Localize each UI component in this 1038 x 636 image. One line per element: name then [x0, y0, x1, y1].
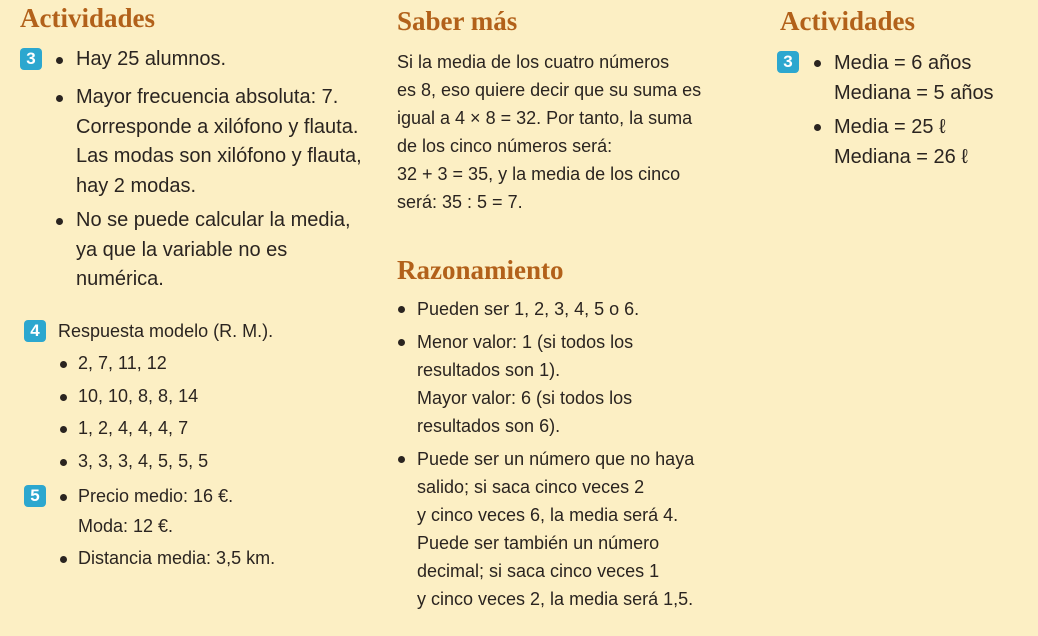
list-item-continuation: Las modas son xilófono y flauta, — [76, 145, 362, 167]
bullet-icon — [56, 95, 63, 102]
list-item-continuation: salido; si saca cinco veces 2 — [417, 477, 645, 497]
list-item-continuation: y cinco veces 6, la media será 4. — [417, 505, 679, 525]
list-item: Hay 25 alumnos. — [76, 48, 227, 70]
list-item-continuation: Corresponde a xilófono y flauta. — [76, 115, 359, 138]
list-item-continuation: Puede ser también un número — [417, 533, 660, 553]
bullet-icon — [60, 494, 67, 501]
saber-mas-heading: Saber más — [397, 6, 518, 36]
list-item-continuation: numérica. — [76, 268, 164, 290]
bullet-icon — [398, 456, 405, 463]
paragraph-line: 32 + 3 = 35, y la media de los cinco — [397, 164, 681, 184]
exercise-5-badge: 5 — [24, 485, 46, 507]
list-item: Media = 6 años — [834, 52, 972, 74]
exercise-4-badge: 4 — [24, 320, 46, 342]
bullet-icon — [814, 124, 821, 131]
list-item: No se puede calcular la media, — [76, 209, 351, 231]
list-item-continuation: ya que la variable no es — [76, 238, 288, 261]
list-item: Menor valor: 1 (si todos los — [417, 332, 634, 352]
list-item: Mayor frecuencia absoluta: 7. — [76, 86, 339, 108]
list-item-continuation: Mediana = 5 años — [834, 82, 994, 104]
paragraph-line: de los cinco números será: — [397, 136, 613, 156]
list-item-continuation: hay 2 modas. — [76, 174, 197, 197]
bullet-icon — [60, 556, 67, 563]
list-item: Distancia media: 3,5 km. — [78, 548, 276, 568]
bullet-icon — [60, 459, 67, 466]
actividades-heading: Actividades — [20, 3, 155, 33]
list-item-continuation: decimal; si saca cinco veces 1 — [417, 561, 660, 581]
bullet-icon — [398, 339, 405, 346]
list-item: Media = 25 ℓ — [834, 116, 946, 138]
exercise-3-badge: 3 — [777, 51, 799, 73]
bullet-icon — [398, 306, 405, 313]
bullet-icon — [56, 218, 63, 225]
list-item-continuation: Mayor valor: 6 (si todos los — [417, 388, 633, 408]
list-item: Pueden ser 1, 2, 3, 4, 5 o 6. — [417, 299, 640, 319]
bullet-icon — [60, 426, 67, 433]
paragraph-line: igual a 4 × 8 = 32. Por tanto, la suma — [397, 108, 693, 128]
paragraph-line: es 8, eso quiere decir que su suma es — [397, 80, 702, 100]
list-item-continuation: resultados son 6). — [417, 416, 561, 436]
bullet-icon — [56, 57, 63, 64]
list-item-continuation: Moda: 12 €. — [78, 516, 174, 536]
bullet-icon — [814, 60, 821, 67]
list-item: 1, 2, 4, 4, 4, 7 — [78, 418, 189, 438]
paragraph-line: Si la media de los cuatro números — [397, 52, 670, 72]
list-item-continuation: y cinco veces 2, la media será 1,5. — [417, 589, 694, 609]
list-item: 3, 3, 3, 4, 5, 5, 5 — [78, 450, 209, 471]
exercise-4-intro: Respuesta modelo (R. M.). — [58, 321, 274, 341]
bullet-icon — [60, 394, 67, 401]
list-item-continuation: Mediana = 26 ℓ — [834, 146, 968, 168]
list-item: 10, 10, 8, 8, 14 — [78, 385, 199, 406]
list-item: Precio medio: 16 €. — [78, 486, 234, 506]
paragraph-line: será: 35 : 5 = 7. — [397, 192, 523, 212]
actividades-heading: Actividades — [780, 6, 915, 36]
list-item-continuation: resultados son 1). — [417, 360, 561, 380]
razonamiento-heading: Razonamiento — [397, 255, 564, 285]
exercise-3-badge: 3 — [20, 48, 42, 70]
bullet-icon — [60, 361, 67, 368]
list-item: Puede ser un número que no haya — [417, 449, 695, 469]
list-item: 2, 7, 11, 12 — [78, 353, 167, 373]
